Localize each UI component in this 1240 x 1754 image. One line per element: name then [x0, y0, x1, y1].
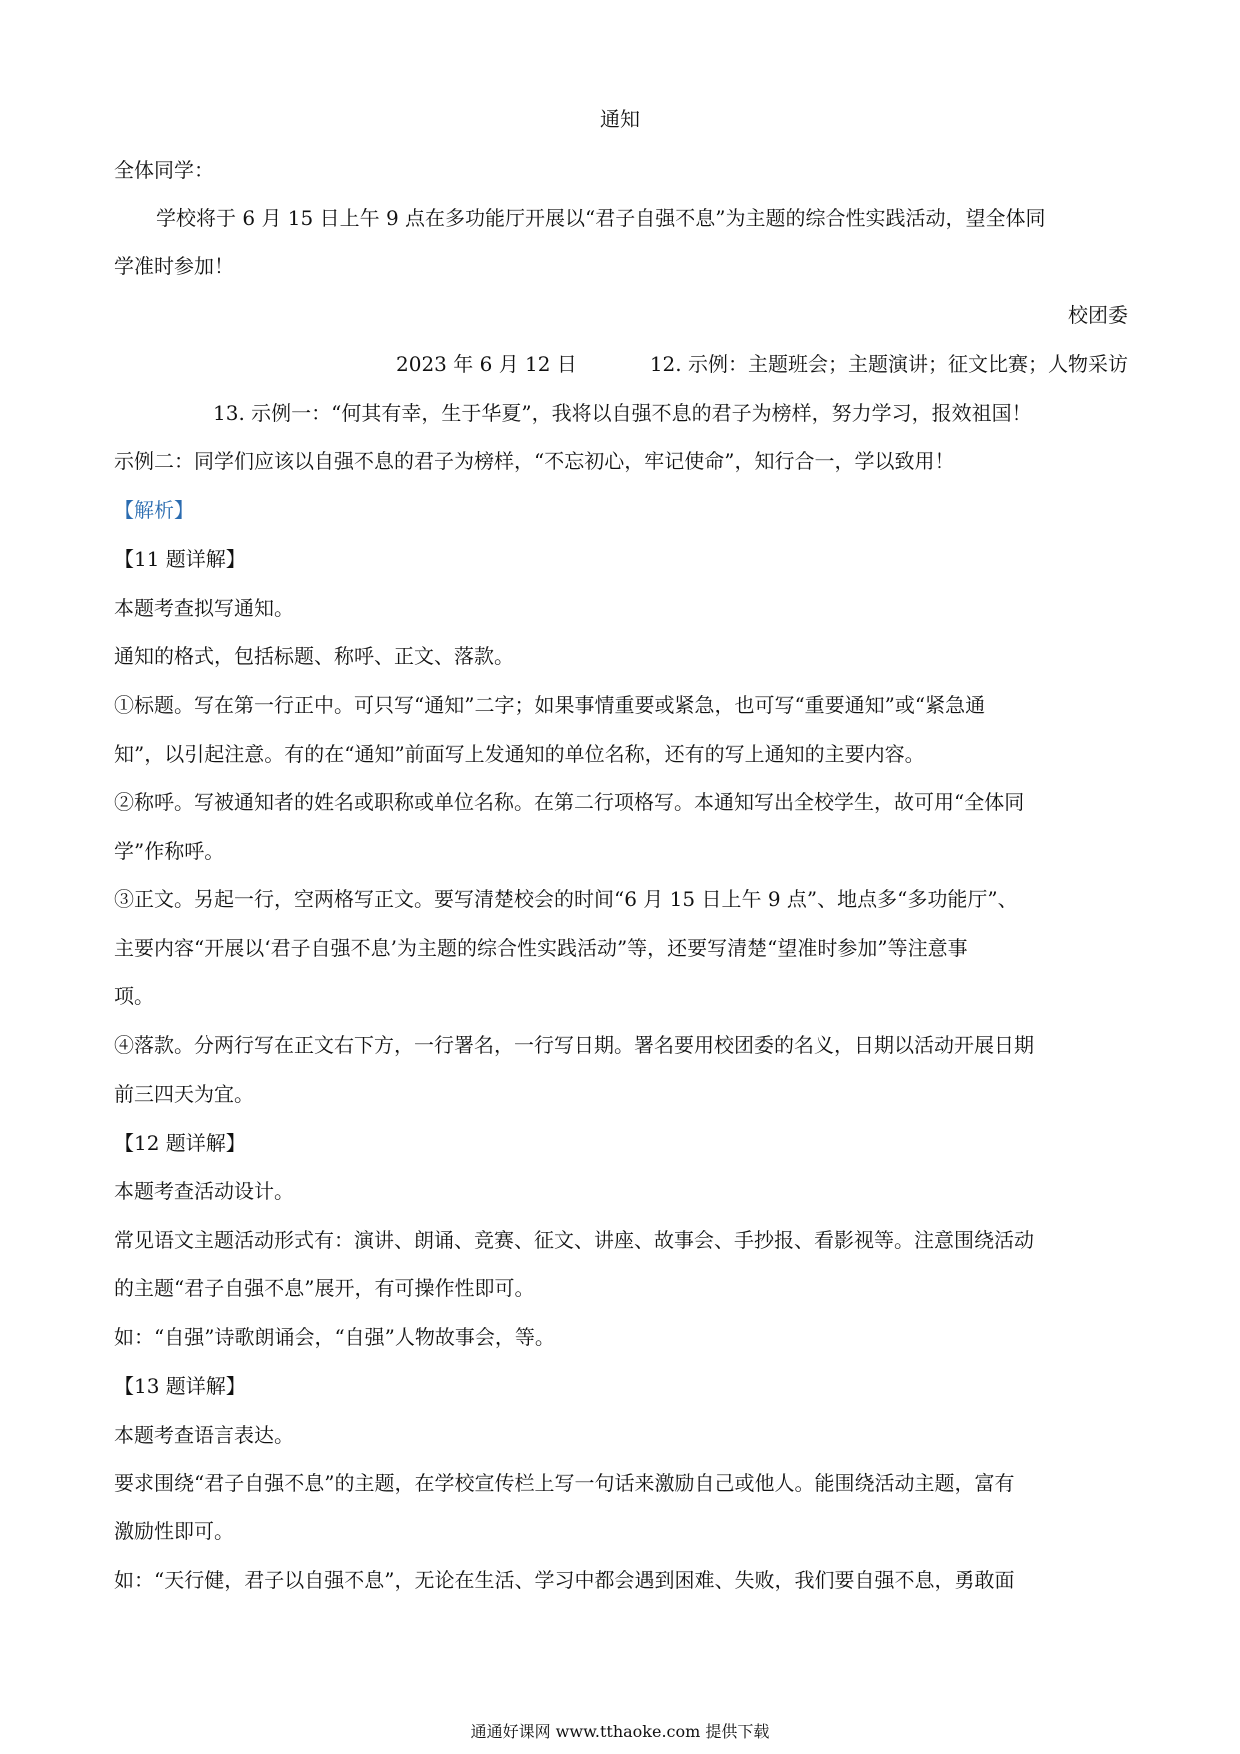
q13-line: 激励性即可。	[114, 1519, 234, 1543]
q13-line: 本题考查语言表达。	[114, 1423, 294, 1447]
q11-line: ④落款。分两行写在正文右下方，一行署名，一行写日期。署名要用校团委的名义，日期以活动开展日期	[114, 1033, 1034, 1057]
q11-line: 主要内容“开展以‘君子自强不息’为主题的综合性实践活动”等，还要写清楚“望准时参加”等注意事	[114, 936, 968, 960]
page-footer[interactable]: 通通好课网 www.tthaoke.com 提供下载	[470, 1722, 770, 1741]
analysis-label: 【解析】	[114, 498, 194, 522]
q11-line: 本题考查拟写通知。	[114, 596, 294, 620]
answer-13-line: 13. 示例一：“何其有幸，生于华夏”，我将以自强不息的君子为榜样，努力学习，报效祖国！	[213, 401, 1032, 425]
q11-line: ③正文。另起一行，空两格写正文。要写清楚校会的时间“6 月 15 日上午 9 点”、地点多“多功能厅”、	[114, 887, 1018, 911]
q13-heading: 【13 题详解】	[114, 1374, 246, 1398]
q13-line: 如：“天行健，君子以自强不息”，无论在生活、学习中都会遇到困难、失败，我们要自强不息，勇敢面	[114, 1568, 1015, 1592]
q12-line: 如：“自强”诗歌朗诵会，“自强”人物故事会，等。	[114, 1325, 555, 1349]
notice-body-line: 学校将于 6 月 15 日上午 9 点在多功能厅开展以“君子自强不息”为主题的综合性实践活动，望全体同	[156, 206, 1046, 230]
answer-13-line: 示例二：同学们应该以自强不息的君子为榜样，“不忘初心，牢记使命”，知行合一，学以致用！	[114, 449, 955, 473]
q11-line: 通知的格式，包括标题、称呼、正文、落款。	[114, 644, 514, 668]
notice-salutation: 全体同学：	[114, 158, 214, 182]
q11-line: 项。	[114, 984, 154, 1008]
q11-heading: 【11 题详解】	[114, 547, 246, 571]
q11-line: 前三四天为宜。	[114, 1082, 254, 1106]
q11-line: ①标题。写在第一行正中。可只写“通知”二字；如果事情重要或紧急，也可写“重要通知”或“紧急通	[114, 693, 986, 717]
q12-line: 本题考查活动设计。	[114, 1179, 294, 1203]
notice-signature: 校团委	[1068, 303, 1128, 327]
q12-heading: 【12 题详解】	[114, 1131, 246, 1155]
notice-body-line: 学准时参加！	[114, 254, 234, 278]
notice-date: 2023 年 6 月 12 日	[396, 352, 577, 376]
q11-line: ②称呼。写被通知者的姓名或职称或单位名称。在第二行项格写。本通知写出全校学生，故可用“全体同	[114, 790, 1025, 814]
q11-line: 学”作称呼。	[114, 839, 225, 863]
q11-line: 知”，以引起注意。有的在“通知”前面写上发通知的单位名称，还有的写上通知的主要内容。	[114, 742, 925, 766]
q12-line: 常见语文主题活动形式有：演讲、朗诵、竞赛、征文、讲座、故事会、手抄报、看影视等。注意围绕活动	[114, 1228, 1034, 1252]
answer-12: 12. 示例：主题班会；主题演讲；征文比赛；人物采访	[649, 352, 1128, 376]
notice-title: 通知	[600, 107, 640, 131]
q12-line: 的主题“君子自强不息”展开，有可操作性即可。	[114, 1276, 535, 1300]
q13-line: 要求围绕“君子自强不息”的主题，在学校宣传栏上写一句话来激励自己或他人。能围绕活动主题，富有	[114, 1471, 1015, 1495]
